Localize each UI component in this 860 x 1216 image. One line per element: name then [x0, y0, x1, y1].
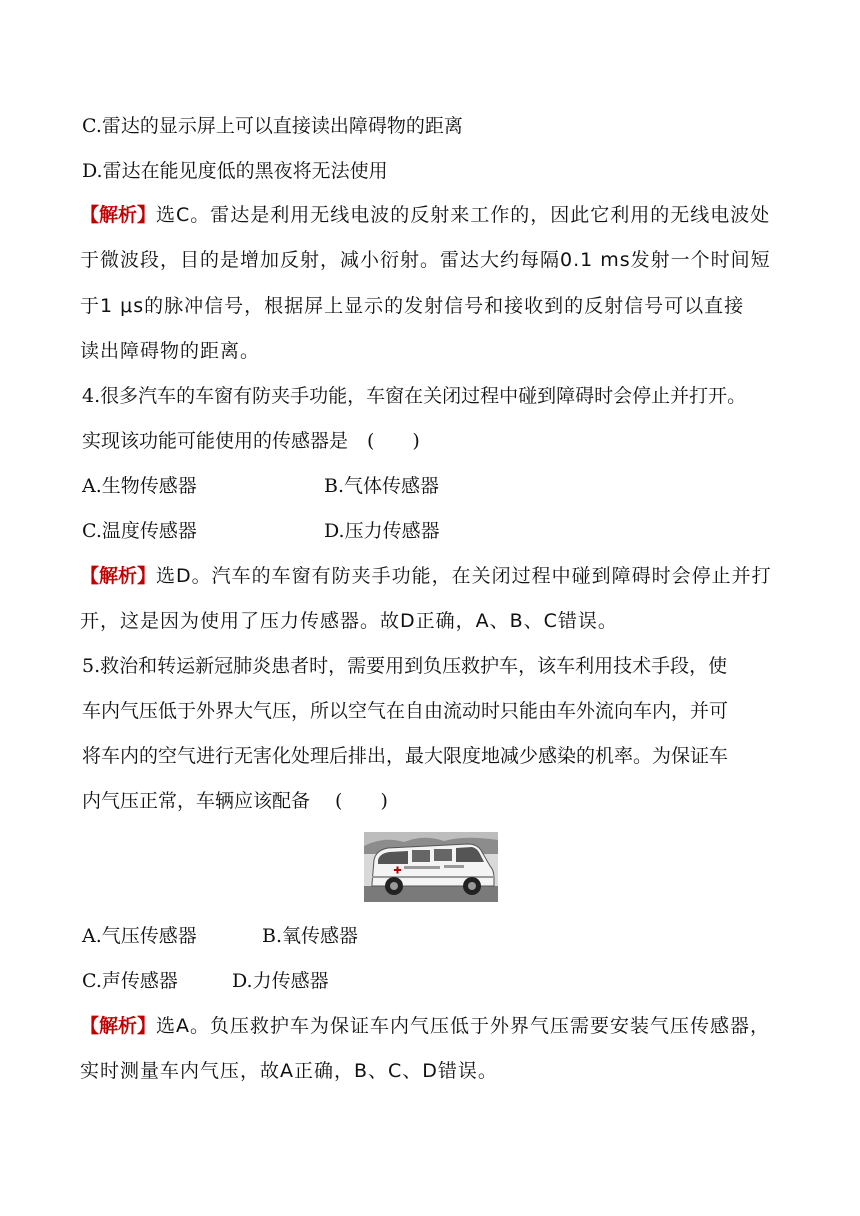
q5-option-d: D.力传感器 [232, 970, 329, 992]
q4-analysis-line [80, 563, 800, 589]
q3-option-c: C.雷达的显示屏上可以直接读出障碍物的距离 [82, 115, 463, 137]
q5-analysis-text: 选A。负压救护车为保证车内气压低于外界气压需要安装气压传感器， [156, 1015, 771, 1037]
q3-option-d: D.雷达在能见度低的黑夜将无法使用 [82, 160, 388, 182]
q5-stem-line: 车内气压低于外界大气压，所以空气在自由流动时只能由车外流向车内，并可 [82, 700, 729, 722]
ambulance-icon [364, 832, 498, 902]
q3-analysis-line: 于1 μs的脉冲信号，根据屏上显示的发射信号和接收到的反射信号可以直接 [80, 295, 745, 317]
q3-analysis-line [80, 202, 800, 228]
analysis-tag: 【解析】 [80, 565, 157, 587]
q5-options-row [82, 968, 800, 994]
ambulance-photo [364, 832, 498, 902]
q5-option-b: B.氧传感器 [262, 925, 359, 947]
q5-stem-line: 将车内的空气进行无害化处理后排出，最大限度地减少感染的机率。为保证车 [82, 745, 729, 767]
q4-analysis-line: 开，这是因为使用了压力传感器。故D正确，A、B、C错误。 [80, 610, 618, 632]
q5-stem-line: 5.救治和转运新冠肺炎患者时，需要用到负压救护车，该车利用技术手段，使 [82, 655, 728, 677]
q4-analysis-text: 选D。汽车的车窗有防夹手功能，在关闭过程中碰到障碍时会停止并打 [156, 565, 772, 587]
q3-analysis-line: 于微波段，目的是增加反射，减小衍射。雷达大约每隔0.1 ms发射一个时间短 [80, 249, 771, 271]
q4-option-c: C.温度传感器 [82, 520, 197, 542]
q5-analysis-line: 实时测量车内气压，故A正确，B、C、D错误。 [80, 1060, 498, 1082]
q5-stem-line: 内气压正常，车辆应该配备 ( ) [82, 790, 388, 812]
q3-analysis-text: 选C。雷达是利用无线电波的反射来工作的，因此它利用的无线电波处 [156, 204, 771, 226]
q4-options-row [82, 518, 800, 544]
analysis-tag: 【解析】 [80, 1015, 157, 1037]
analysis-tag: 【解析】 [80, 204, 157, 226]
q5-analysis-line [80, 1013, 800, 1039]
q5-option-a: A.气压传感器 [82, 925, 197, 947]
q3-analysis-line: 读出障碍物的距离。 [80, 340, 261, 362]
q5-option-c: C.声传感器 [82, 970, 178, 992]
q4-options-row [82, 473, 800, 499]
q4-option-d: D.压力传感器 [324, 520, 440, 542]
q4-option-a: A.生物传感器 [82, 475, 197, 497]
q4-stem-line: 实现该功能可能使用的传感器是 ( ) [82, 430, 420, 452]
q5-options-row [82, 923, 800, 949]
q4-option-b: B.气体传感器 [324, 475, 440, 497]
q4-stem-line: 4.很多汽车的车窗有防夹手功能，车窗在关闭过程中碰到障碍时会停止并打开。 [82, 385, 747, 407]
